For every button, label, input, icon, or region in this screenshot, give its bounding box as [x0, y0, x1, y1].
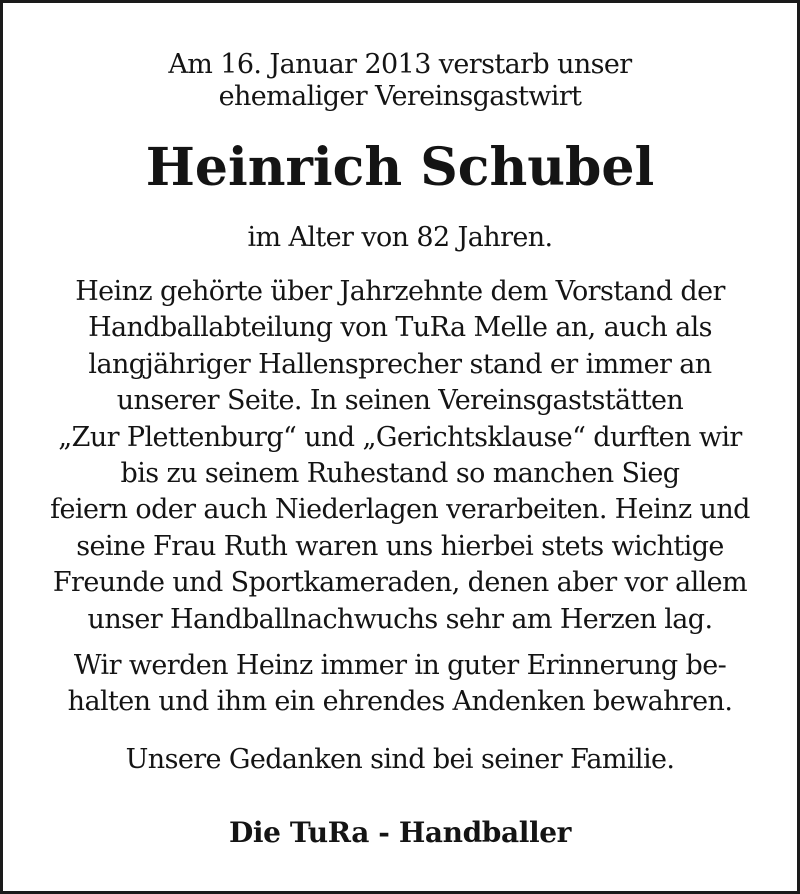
age-line: im Alter von 82 Jahren.: [247, 222, 553, 253]
tribute-line: unser Handballnachwuchs sehr am Herzen lag.: [87, 603, 713, 635]
tribute-line: Handballabteilung von TuRa Melle an, auch als: [88, 312, 712, 344]
tribute-line: unserer Seite. In seinen Vereinsgaststätten: [116, 385, 684, 417]
tribute-paragraph: [3, 274, 797, 638]
tribute-line: feiern oder auch Niederlagen verarbeiten. Heinz und: [50, 494, 750, 526]
tribute-line: langjähriger Hallensprecher stand er immer an: [88, 348, 712, 380]
deceased-name: Heinrich Schubel: [145, 137, 655, 198]
tribute-line: Heinz gehörte über Jahrzehnte dem Vorstand der: [75, 276, 725, 307]
memory-paragraph: [3, 648, 797, 721]
tribute-line: Freunde und Sportkameraden, denen aber vor allem: [52, 567, 748, 599]
tribute-line: bis zu seinem Ruhestand so manchen Sieg: [120, 458, 680, 490]
intro-line: Am 16. Januar 2013 verstarb unser: [168, 49, 632, 80]
tribute-line: „Zur Plettenburg“ und „Gerichtsklause“ durften wir: [58, 421, 742, 453]
intro-line: ehemaliger Vereinsgastwirt: [218, 81, 582, 112]
memory-line: Wir werden Heinz immer in guter Erinnerung be-: [73, 650, 727, 681]
thoughts-line: Unsere Gedanken sind bei seiner Familie.: [125, 744, 675, 775]
memory-line: halten und ihm ein ehrendes Andenken bewahren.: [67, 686, 733, 718]
signature: Die TuRa - Handballer: [229, 816, 571, 849]
tribute-line: seine Frau Ruth waren uns hierbei stets wichtige: [76, 530, 724, 562]
intro-text: [3, 49, 797, 113]
